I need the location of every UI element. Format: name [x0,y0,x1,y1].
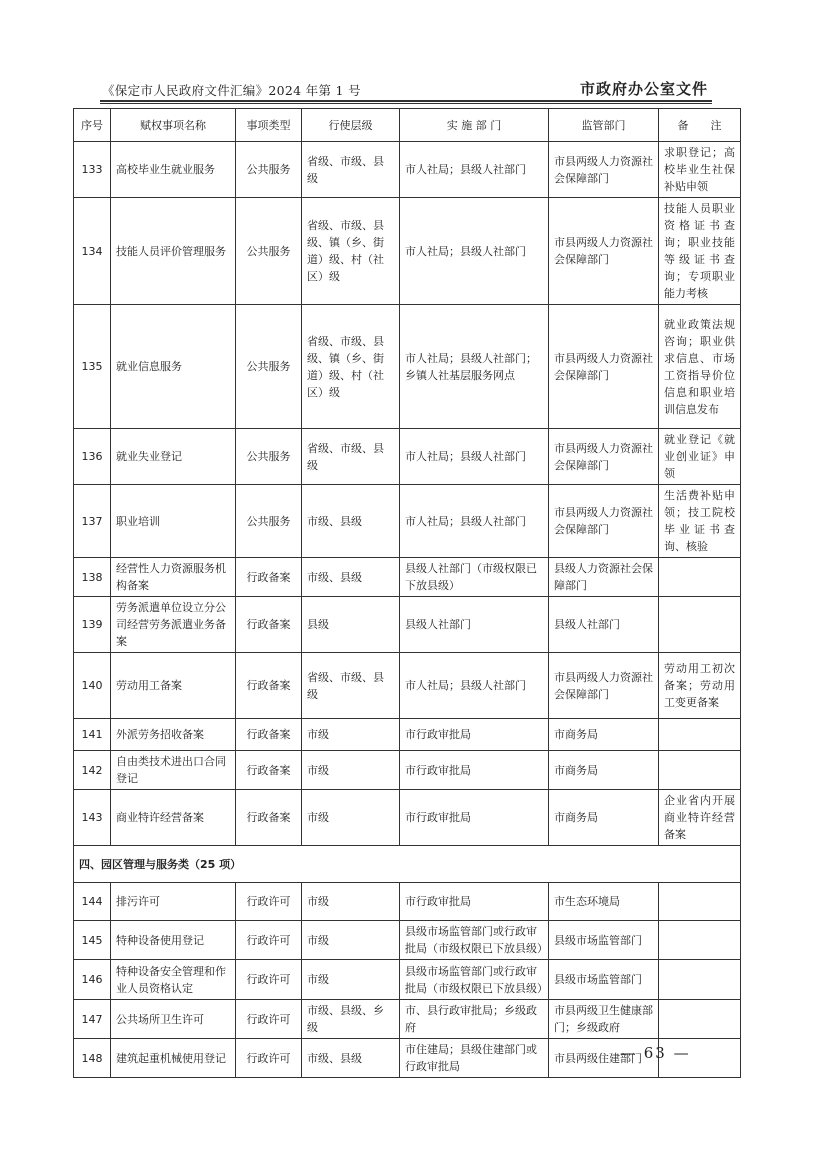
item-type: 行政备案 [236,719,302,751]
item-name: 劳务派遣单位设立分公司经营劳务派遣业务备案 [111,597,236,653]
supervising-dept: 市县两级人力资源社会保障部门 [549,485,659,558]
item-name: 特种设备使用登记 [111,921,236,960]
implementing-dept: 市人社局；县级人社部门 [400,198,549,305]
item-type: 公共服务 [236,142,302,198]
col-header-name: 赋权事项名称 [111,109,236,142]
table-row [74,1000,741,1039]
table-row [74,719,741,751]
table-row [74,921,741,960]
remark [659,719,741,751]
remark: 生活费补贴申领；技工院校毕业证书查询、核验 [659,485,741,558]
item-name: 劳动用工备案 [111,653,236,719]
item-name: 自由类技术进出口合同登记 [111,751,236,790]
item-name: 商业特许经营备案 [111,790,236,846]
item-name: 公共场所卫生许可 [111,1000,236,1039]
remark [659,921,741,960]
item-type: 行政许可 [236,960,302,1000]
table-row [74,305,741,429]
exercise-level: 省级、市级、县级、镇（乡、街道）级、村（社区）级 [302,198,400,305]
item-name: 建筑起重机械使用登记 [111,1039,236,1078]
item-type: 公共服务 [236,485,302,558]
implementing-dept: 县级市场监管部门或行政审批局（市级权限已下放县级） [400,960,549,1000]
header-rule [100,100,712,102]
col-header-supervisor: 监管部门 [549,109,659,142]
item-type: 公共服务 [236,429,302,485]
implementing-dept: 市人社局；县级人社部门 [400,142,549,198]
supervising-dept: 市县两级卫生健康部门；乡级政府 [549,1000,659,1039]
implementing-dept: 市住建局；县级住建部门或行政审批局 [400,1039,549,1078]
row-number: 134 [74,198,111,305]
running-header-section: 市政府办公室文件 [580,80,709,98]
row-number: 137 [74,485,111,558]
exercise-level: 省级、市级、县级 [302,142,400,198]
col-header-level: 行使层级 [302,109,400,142]
supervising-dept: 市县两级人力资源社会保障部门 [549,429,659,485]
implementing-dept: 市行政审批局 [400,751,549,790]
row-number: 143 [74,790,111,846]
remark: 就业政策法规咨询；职业供求信息、市场工资指导价位信息和职业培训信息发布 [659,305,741,429]
implementing-dept: 县级人社部门 [400,597,549,653]
item-type: 行政许可 [236,1000,302,1039]
table-row [74,751,741,790]
remark [659,751,741,790]
exercise-level: 县级 [302,597,400,653]
item-name: 高校毕业生就业服务 [111,142,236,198]
supervising-dept: 市县两级人力资源社会保障部门 [549,653,659,719]
item-type: 行政备案 [236,558,302,597]
table-row [74,597,741,653]
supervising-dept: 县级市场监管部门 [549,921,659,960]
col-header-no: 序号 [74,109,111,142]
exercise-level: 省级、市级、县级 [302,653,400,719]
page-number: — 63 — [620,1044,691,1062]
supervising-dept: 市商务局 [549,790,659,846]
remark [659,1000,741,1039]
exercise-level: 市级 [302,921,400,960]
row-number: 148 [74,1039,111,1078]
row-number: 145 [74,921,111,960]
row-number: 133 [74,142,111,198]
item-name: 特种设备安全管理和作业人员资格认定 [111,960,236,1000]
remark: 技能人员职业资格证书查询；职业技能等级证书查询；专项职业能力考核 [659,198,741,305]
implementing-dept: 市行政审批局 [400,790,549,846]
item-type: 行政备案 [236,597,302,653]
row-number: 142 [74,751,111,790]
implementing-dept: 市行政审批局 [400,719,549,751]
item-type: 公共服务 [236,198,302,305]
remark [659,558,741,597]
remark: 求职登记；高校毕业生社保补贴申领 [659,142,741,198]
row-number: 139 [74,597,111,653]
supervising-dept: 市商务局 [549,719,659,751]
col-header-dept: 实 施 部 门 [400,109,549,142]
col-header-note: 备 注 [659,109,741,142]
remark [659,597,741,653]
table-row [74,558,741,597]
table-row [74,142,741,198]
exercise-level: 市级、县级 [302,1039,400,1078]
running-header-title: 《保定市人民政府文件汇编》2024 年第 1 号 [102,83,361,98]
remark: 就业登记《就业创业证》申领 [659,429,741,485]
implementing-dept: 市人社局；县级人社部门；乡镇人社基层服务网点 [400,305,549,429]
row-number: 144 [74,883,111,921]
supervising-dept: 市生态环境局 [549,883,659,921]
row-number: 147 [74,1000,111,1039]
exercise-level: 省级、市级、县级 [302,429,400,485]
item-type: 行政许可 [236,883,302,921]
table-row [74,790,741,846]
implementing-dept: 市、县行政审批局；乡级政府 [400,1000,549,1039]
item-name: 经营性人力资源服务机构备案 [111,558,236,597]
implementing-dept: 市人社局；县级人社部门 [400,653,549,719]
table-row [74,960,741,1000]
item-name: 外派劳务招收备案 [111,719,236,751]
exercise-level: 市级 [302,751,400,790]
item-type: 行政许可 [236,1039,302,1078]
exercise-level: 市级、县级 [302,485,400,558]
table-row [74,653,741,719]
remark: 劳动用工初次备案；劳动用工变更备案 [659,653,741,719]
implementing-dept: 县级市场监管部门或行政审批局（市级权限已下放县级） [400,921,549,960]
authorization-items-table [73,108,741,1078]
item-name: 就业失业登记 [111,429,236,485]
row-number: 146 [74,960,111,1000]
table-row [74,429,741,485]
supervising-dept: 县级人社部门 [549,597,659,653]
row-number: 138 [74,558,111,597]
item-type: 公共服务 [236,305,302,429]
implementing-dept: 县级人社部门（市级权限已下放县级） [400,558,549,597]
section-row [74,846,741,883]
section-title: 四、园区管理与服务类（25 项） [74,846,741,883]
supervising-dept: 市县两级人力资源社会保障部门 [549,198,659,305]
implementing-dept: 市人社局；县级人社部门 [400,485,549,558]
exercise-level: 市级 [302,790,400,846]
item-name: 就业信息服务 [111,305,236,429]
remark [659,883,741,921]
exercise-level: 市级 [302,719,400,751]
implementing-dept: 市人社局；县级人社部门 [400,429,549,485]
remark [659,960,741,1000]
supervising-dept: 县级市场监管部门 [549,960,659,1000]
implementing-dept: 市行政审批局 [400,883,549,921]
exercise-level: 市级 [302,960,400,1000]
supervising-dept: 市商务局 [549,751,659,790]
col-header-type: 事项类型 [236,109,302,142]
item-type: 行政备案 [236,653,302,719]
row-number: 140 [74,653,111,719]
table-row [74,883,741,921]
item-name: 技能人员评价管理服务 [111,198,236,305]
remark: 企业省内开展商业特许经营备案 [659,790,741,846]
table-row [74,198,741,305]
exercise-level: 省级、市级、县级、镇（乡、街道）级、村（社区）级 [302,305,400,429]
item-type: 行政备案 [236,790,302,846]
supervising-dept: 市县两级人力资源社会保障部门 [549,305,659,429]
row-number: 141 [74,719,111,751]
row-number: 136 [74,429,111,485]
exercise-level: 市级、县级、乡级 [302,1000,400,1039]
item-name: 排污许可 [111,883,236,921]
row-number: 135 [74,305,111,429]
supervising-dept: 市县两级人力资源社会保障部门 [549,142,659,198]
header-rule-thin [100,103,712,104]
exercise-level: 市级 [302,883,400,921]
supervising-dept: 县级人力资源社会保障部门 [549,558,659,597]
item-type: 行政许可 [236,921,302,960]
exercise-level: 市级、县级 [302,558,400,597]
item-name: 职业培训 [111,485,236,558]
table-header-row [74,109,741,142]
item-type: 行政备案 [236,751,302,790]
supervising-dept: 市县两级住建部门 [549,1039,659,1078]
table-row [74,485,741,558]
